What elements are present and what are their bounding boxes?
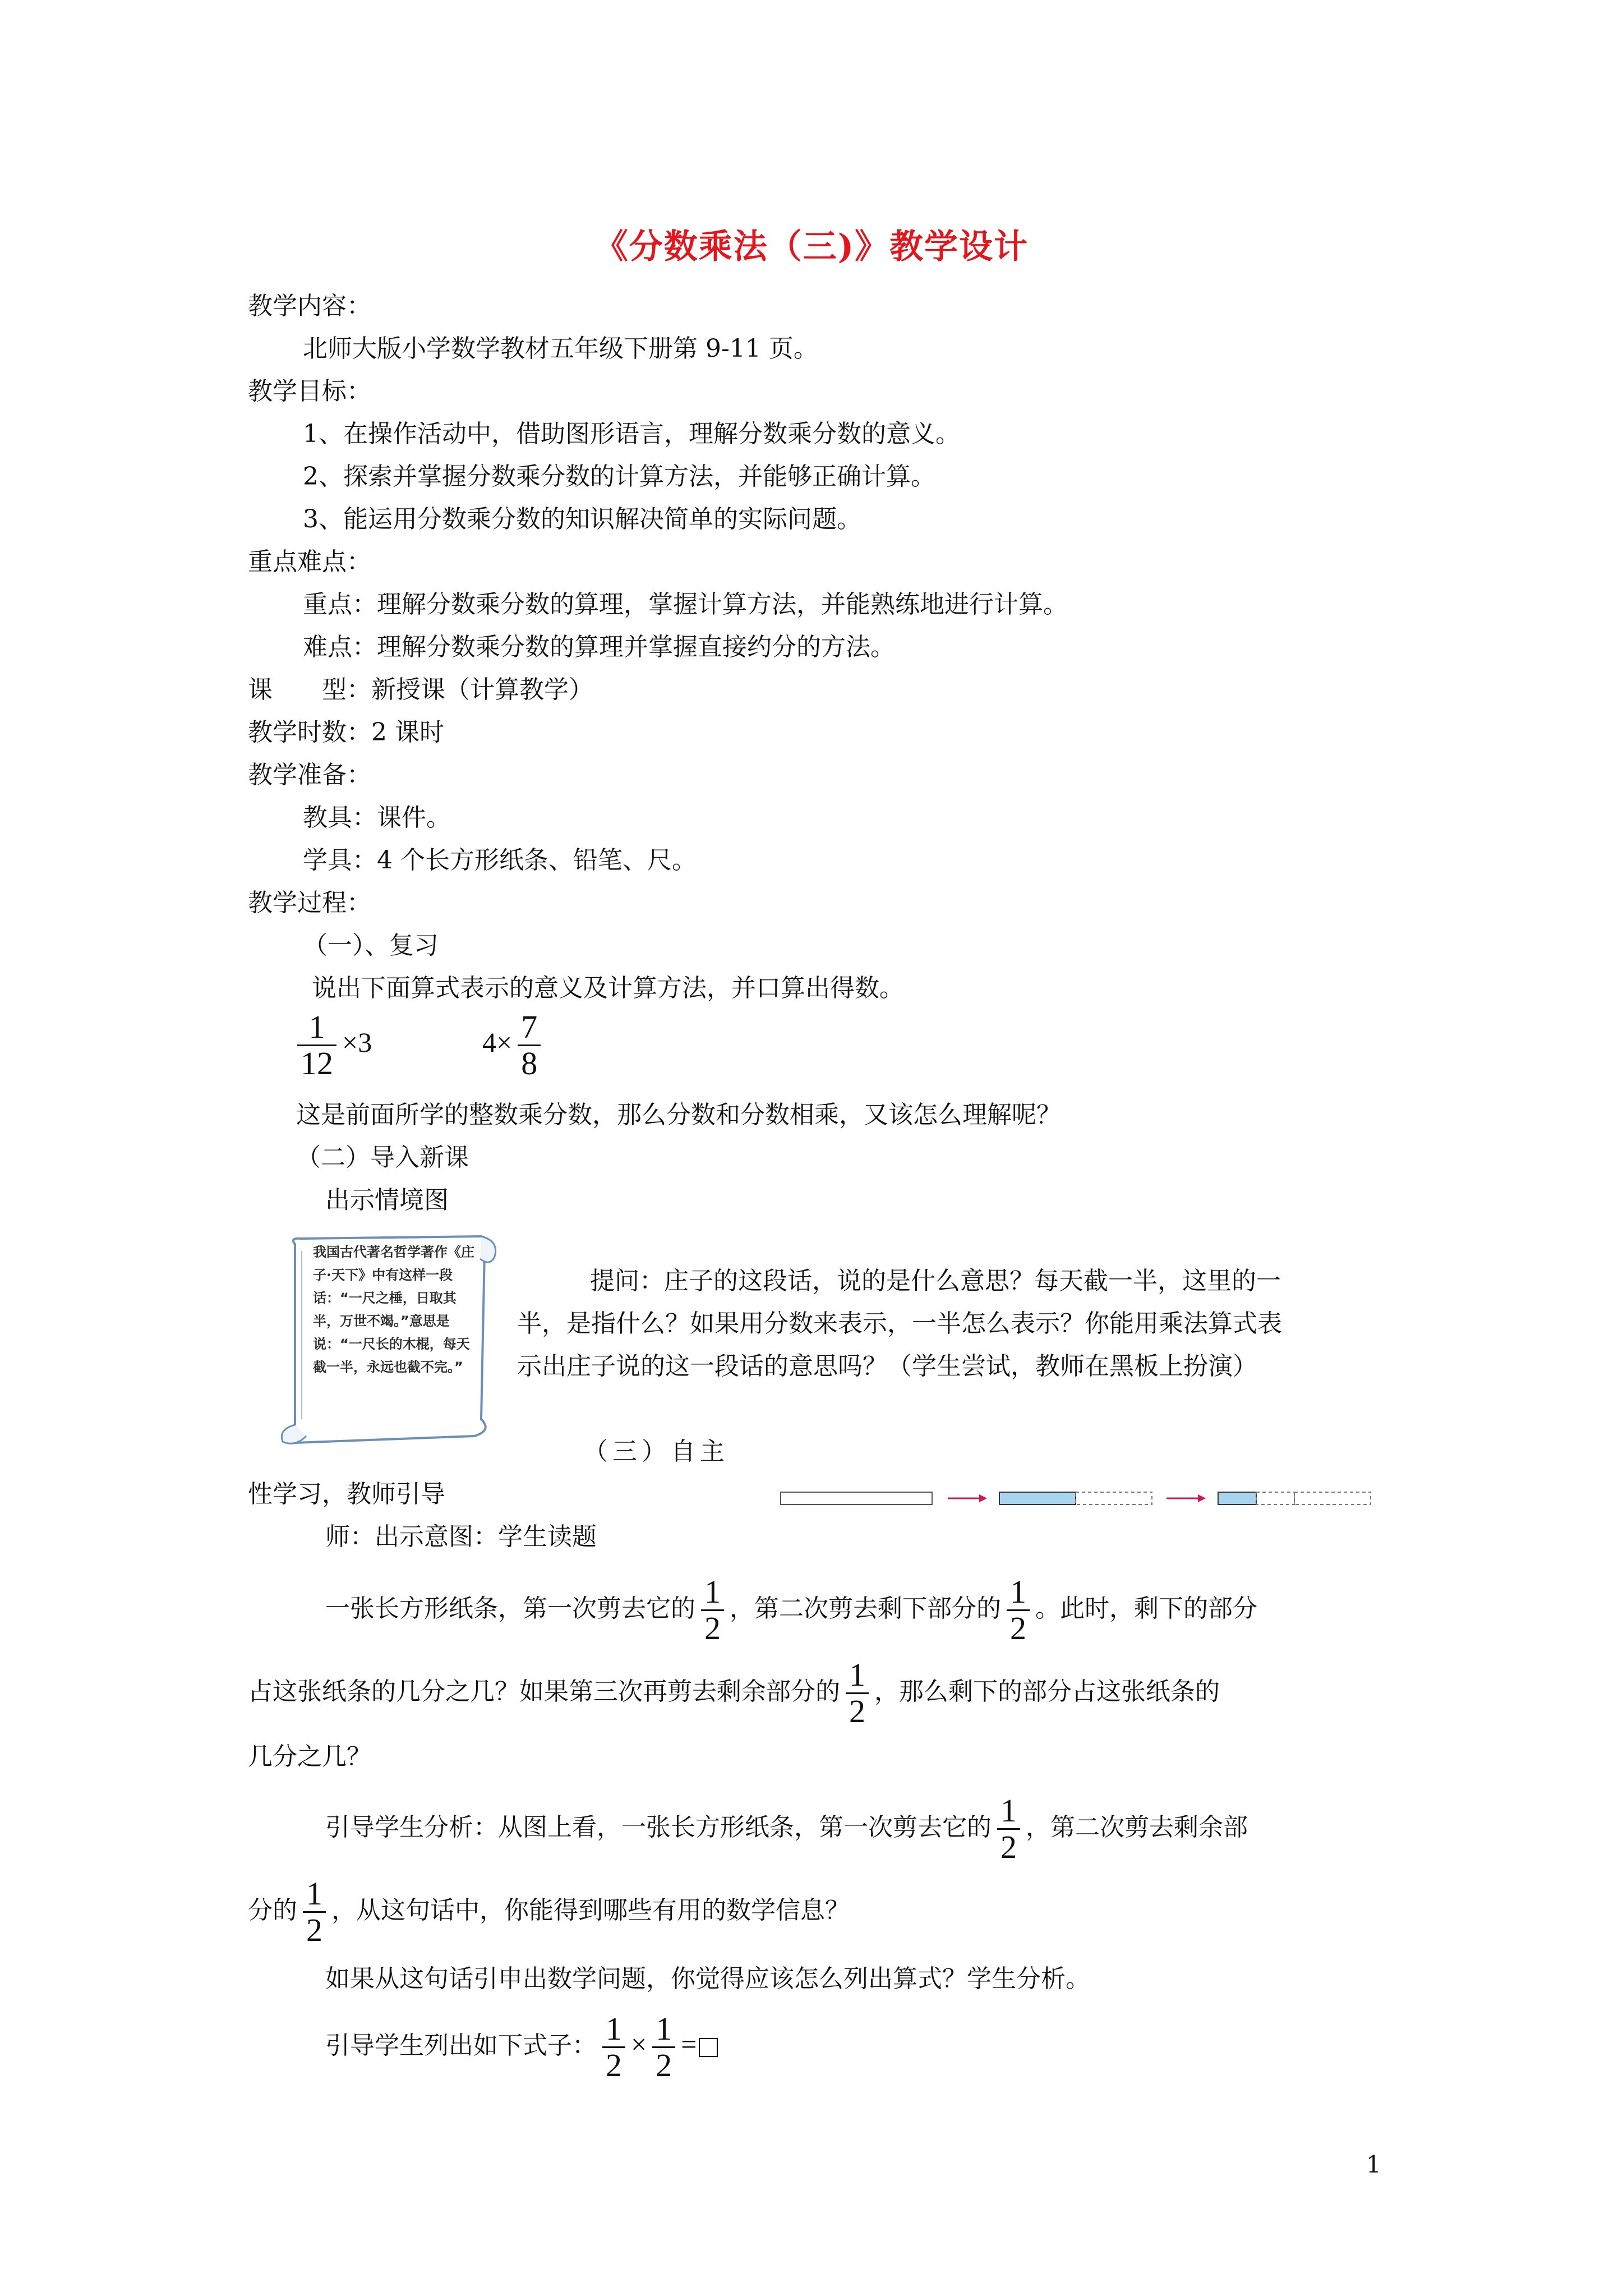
key-point: 重点：理解分数乘分数的算理，掌握计算方法，并能熟练地进行计算。: [303, 590, 1068, 619]
arrow-2-head: [1198, 1494, 1206, 1502]
arrow-1-head: [979, 1494, 987, 1502]
fraction-half: $\frac{1}{2}$: [602, 2012, 625, 2083]
question-line-3: 示出庄子说的这一段话的意思吗？（学生尝试，教师在黑板上扮演）: [517, 1352, 1257, 1381]
review-expression-2: 4× $\frac{7}{8}$: [482, 1010, 546, 1081]
section-2-show: 出示情境图: [325, 1186, 449, 1214]
goals-label: 教学目标：: [248, 377, 371, 406]
section-1-text: 说出下面算式表示的意义及计算方法，并口算出得数。: [312, 974, 904, 1002]
process-label: 教学过程：: [248, 889, 371, 917]
half-strip-cut: [1076, 1492, 1152, 1504]
fraction-half: $\frac{1}{2}$: [303, 1876, 326, 1948]
quarter-strip-cut: [1256, 1492, 1294, 1504]
quarter-strip-kept: [1218, 1492, 1256, 1504]
review-expression-1: $\frac{1}{12}$ ×3: [292, 1010, 372, 1081]
paragraph-3: 几分之几？: [248, 1742, 371, 1771]
section-2-heading: （二）导入新课: [296, 1143, 469, 1172]
paragraph-5: 分的 $\frac{1}{2}$ ，从这句话中，你能得到哪些有用的数学信息？: [248, 1875, 850, 1948]
section-3-show: 师：出示意图：学生读题: [325, 1522, 597, 1551]
fraction-half: $\frac{1}{2}$: [1007, 1575, 1030, 1646]
page-title: 《分数乘法（三)》教学设计: [594, 227, 1029, 266]
strip-diagram-svg: [780, 1488, 1374, 1510]
paragraph-1: 一张长方形纸条，第一次剪去它的 $\frac{1}{2}$ ，第二次剪去剩下部分的 $\frac{1}{2}$ 。此时，剩下的部分: [325, 1573, 1257, 1646]
lesson-hours: 教学时数：2 课时: [248, 718, 444, 747]
paragraph-6: 如果从这句话引申出数学问题，你觉得应该怎么列出算式？学生分析。: [325, 1964, 1090, 1993]
page-number: 1: [1366, 2151, 1381, 2178]
answer-box-icon: [699, 2038, 718, 2057]
section-1-heading: （一）、复习: [303, 931, 439, 960]
difficult-point: 难点：理解分数乘分数的算理并掌握直接约分的方法。: [303, 633, 895, 661]
half-strip-kept: [999, 1492, 1076, 1504]
scroll-text: 我国古代著名哲学著作《庄子·天下》中有这样一段话：“一尺之棰，日取其半，万世不竭。”意思是说：“一尺长的木棍，每天截一半，永远也截不完。”: [313, 1244, 474, 1375]
content-text: 北师大版小学数学教材五年级下册第 9-11 页。: [303, 334, 818, 363]
section-3-heading-part1: （三）自主: [583, 1437, 729, 1466]
paragraph-7: 引导学生列出如下式子： $\frac{1}{2}$ × $\frac{1}{2}$ =: [325, 2009, 718, 2083]
full-strip: [781, 1492, 932, 1504]
section-3-heading-part2: 性学习，教师引导: [248, 1480, 445, 1508]
paper-strip-diagram: [780, 1488, 1374, 1510]
student-tools: 学具：4 个长方形纸条、铅笔、尺。: [303, 846, 697, 875]
goal-3: 3、能运用分数乘分数的知识解决简单的实际问题。: [303, 505, 861, 533]
fraction-half: $\frac{1}{2}$: [846, 1658, 869, 1729]
lesson-type: 课 型：新授课（计算教学）: [248, 675, 593, 704]
fraction: $\frac{1}{12}$: [297, 1010, 336, 1081]
half-strip-cut-2: [1294, 1492, 1371, 1504]
section-1-question: 这是前面所学的整数乘分数，那么分数和分数相乘，又该怎么理解呢？: [296, 1101, 1061, 1129]
question-line-2: 半，是指什么？如果用分数来表示，一半怎么表示？你能用乘法算式表: [517, 1309, 1282, 1338]
paragraph-4: 引导学生分析：从图上看，一张长方形纸条，第一次剪去它的 $\frac{1}{2}$ ，第二次剪去剩余部: [325, 1792, 1248, 1865]
fraction-half: $\frac{1}{2}$: [997, 1793, 1020, 1865]
key-label: 重点难点：: [248, 547, 371, 576]
teacher-tools: 教具：课件。: [303, 803, 451, 832]
fraction: $\frac{7}{8}$: [518, 1010, 541, 1081]
content-label: 教学内容：: [248, 292, 371, 320]
zhuangzi-scroll-image: [273, 1234, 501, 1446]
prep-label: 教学准备：: [248, 761, 371, 789]
paragraph-2: 占这张纸条的几分之几？如果第三次再剪去剩余部分的 $\frac{1}{2}$ ，那么剩下的部分占这张纸条的: [248, 1657, 1220, 1729]
goal-2: 2、探索并掌握分数乘分数的计算方法，并能够正确计算。: [303, 462, 935, 491]
question-line-1: 提问：庄子的这段话，说的是什么意思？每天截一半，这里的一: [590, 1267, 1281, 1295]
fraction-half: $\frac{1}{2}$: [652, 2012, 675, 2083]
goal-1: 1、在操作活动中，借助图形语言，理解分数乘分数的意义。: [303, 420, 960, 448]
fraction-half: $\frac{1}{2}$: [701, 1575, 724, 1646]
